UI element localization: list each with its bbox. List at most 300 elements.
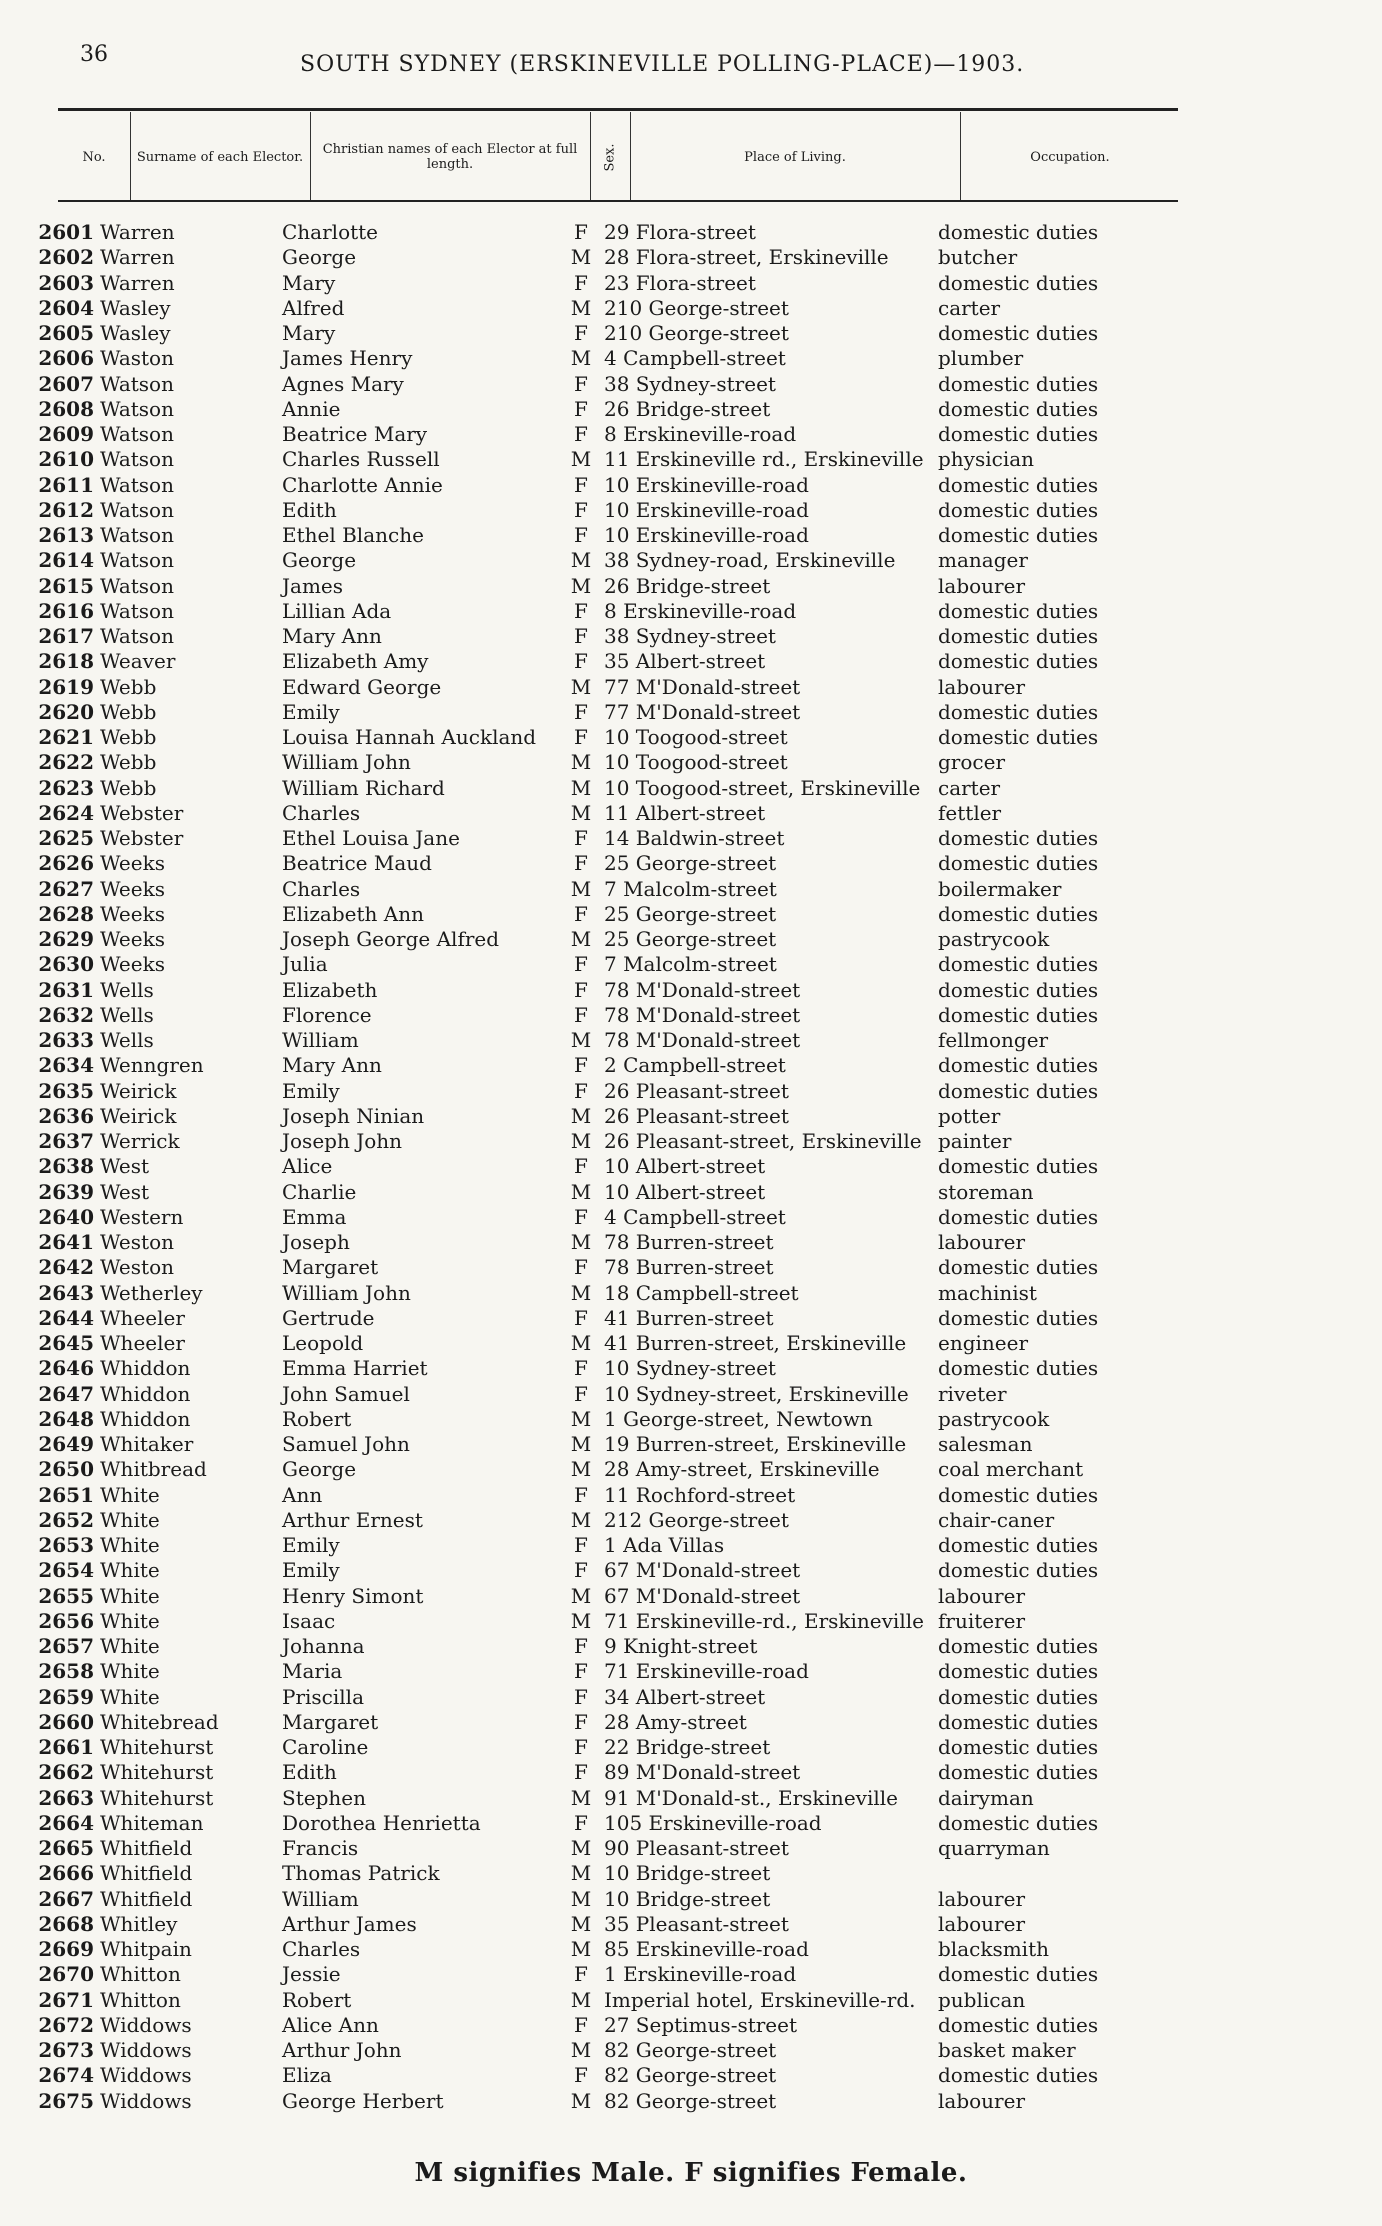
elector-christian-names: Lillian Ada xyxy=(282,598,392,623)
elector-occupation: riveter xyxy=(938,1381,1007,1406)
elector-surname: Wells xyxy=(100,977,154,1002)
table-row xyxy=(0,1735,1382,1760)
elector-number: 2664 xyxy=(38,1810,94,1835)
elector-occupation: domestic duties xyxy=(938,1078,1099,1103)
elector-number: 2604 xyxy=(38,295,94,320)
elector-occupation: domestic duties xyxy=(938,851,1099,876)
elector-occupation: chair-caner xyxy=(938,1507,1055,1532)
elector-sex: F xyxy=(574,1204,588,1229)
elector-occupation: publican xyxy=(938,1987,1026,2012)
elector-place-of-living: 26 Pleasant-street, Erskineville xyxy=(604,1129,922,1153)
table-row xyxy=(0,1558,1382,1583)
elector-christian-names: Elizabeth xyxy=(282,977,378,1002)
elector-occupation: quarryman xyxy=(938,1836,1050,1860)
elector-christian-names: Robert xyxy=(282,1406,352,1431)
elector-christian-names: Arthur James xyxy=(282,1911,417,1936)
elector-number: 2606 xyxy=(38,346,94,371)
elector-occupation: domestic duties xyxy=(938,523,1099,547)
elector-place-of-living: 78 Burren-street xyxy=(604,1255,774,1280)
elector-occupation: fellmonger xyxy=(938,1028,1049,1052)
page-number: 36 xyxy=(80,42,108,67)
page-title: SOUTH SYDNEY (ERSKINEVILLE POLLING-PLACE)—1903. xyxy=(300,52,1025,77)
column-header-christian: Christian names of each Elector at full length. xyxy=(322,142,578,172)
elector-number: 2662 xyxy=(38,1760,94,1785)
elector-surname: Watson xyxy=(100,548,174,573)
elector-place-of-living: 7 Malcolm-street xyxy=(604,876,777,901)
elector-place-of-living: 78 M'Donald-street xyxy=(604,977,801,1002)
elector-number: 2666 xyxy=(38,1861,94,1886)
elector-sex: F xyxy=(574,952,588,977)
table-row xyxy=(0,675,1382,700)
elector-number: 2655 xyxy=(38,1583,94,1608)
elector-christian-names: James xyxy=(282,573,344,598)
elector-christian-names: Francis xyxy=(282,1836,359,1860)
elector-place-of-living: 38 Sydney-street xyxy=(604,624,776,648)
elector-occupation: plumber xyxy=(938,346,1024,371)
elector-number: 2653 xyxy=(38,1533,94,1557)
elector-occupation: domestic duties xyxy=(938,952,1099,977)
elector-sex: M xyxy=(570,346,592,371)
elector-occupation: domestic duties xyxy=(938,1154,1099,1179)
elector-surname: Watson xyxy=(100,497,174,522)
elector-sex: F xyxy=(574,1962,588,1987)
elector-christian-names: Louisa Hannah Auckland xyxy=(282,725,537,749)
elector-occupation: domestic duties xyxy=(938,1760,1099,1785)
elector-surname: Whitton xyxy=(100,1962,181,1987)
elector-surname: Watson xyxy=(100,573,174,598)
elector-sex: F xyxy=(574,220,588,244)
elector-sex: M xyxy=(570,927,592,951)
elector-number: 2645 xyxy=(38,1331,94,1355)
elector-sex: F xyxy=(574,1810,588,1835)
elector-surname: Widdows xyxy=(100,2063,192,2088)
elector-occupation: domestic duties xyxy=(938,321,1099,345)
elector-sex: F xyxy=(574,1356,588,1381)
elector-place-of-living: 9 Knight-street xyxy=(604,1634,758,1658)
table-row xyxy=(0,2063,1382,2088)
table-row xyxy=(0,1861,1382,1886)
table-row xyxy=(0,1180,1382,1205)
elector-surname: Whiddon xyxy=(100,1406,191,1431)
header-top-rule xyxy=(58,108,1178,111)
elector-place-of-living: 77 M'Donald-street xyxy=(604,699,801,724)
elector-sex: M xyxy=(570,1129,592,1153)
table-row xyxy=(0,1457,1382,1482)
elector-number: 2622 xyxy=(38,750,94,775)
elector-occupation: domestic duties xyxy=(938,1709,1099,1734)
table-row xyxy=(0,776,1382,801)
elector-surname: White xyxy=(100,1583,160,1608)
elector-surname: Weirick xyxy=(100,1103,177,1128)
elector-surname: Watson xyxy=(100,624,174,648)
elector-occupation: domestic duties xyxy=(938,901,1099,926)
elector-sex: M xyxy=(570,548,592,573)
elector-occupation: domestic duties xyxy=(938,1204,1099,1229)
elector-place-of-living: 82 George-street xyxy=(604,2088,777,2113)
elector-sex: F xyxy=(574,699,588,724)
elector-surname: White xyxy=(100,1533,160,1557)
elector-surname: Whiddon xyxy=(100,1381,191,1406)
elector-surname: Whitpain xyxy=(100,1937,192,1961)
elector-number: 2639 xyxy=(38,1179,94,1204)
elector-christian-names: Robert xyxy=(282,1987,352,2012)
elector-place-of-living: 25 George-street xyxy=(604,901,777,926)
elector-number: 2657 xyxy=(38,1634,94,1658)
elector-christian-names: Beatrice Maud xyxy=(282,851,432,876)
elector-christian-names: Charlie xyxy=(282,1179,357,1204)
elector-number: 2633 xyxy=(38,1028,94,1052)
elector-place-of-living: 71 Erskineville-road xyxy=(604,1659,809,1684)
table-row xyxy=(0,1483,1382,1508)
elector-place-of-living: 67 M'Donald-street xyxy=(604,1558,801,1583)
table-row xyxy=(0,1584,1382,1609)
elector-christian-names: Charles xyxy=(282,876,361,901)
elector-christian-names: Maria xyxy=(282,1659,343,1684)
elector-surname: Weirick xyxy=(100,1078,177,1103)
elector-christian-names: Florence xyxy=(282,1002,372,1027)
table-row xyxy=(0,1634,1382,1659)
elector-occupation: potter xyxy=(938,1103,1001,1128)
elector-occupation: pastrycook xyxy=(938,927,1050,951)
elector-place-of-living: 14 Baldwin-street xyxy=(604,826,785,850)
elector-number: 2618 xyxy=(38,649,94,674)
elector-sex: M xyxy=(570,1457,592,1482)
elector-sex: M xyxy=(570,1103,592,1128)
elector-number: 2617 xyxy=(38,624,94,648)
elector-sex: M xyxy=(570,295,592,320)
elector-surname: Werrick xyxy=(100,1129,180,1153)
elector-sex: F xyxy=(574,472,588,497)
elector-surname: Webb xyxy=(100,775,157,800)
elector-number: 2650 xyxy=(38,1457,94,1482)
elector-place-of-living: 41 Burren-street xyxy=(604,1305,774,1330)
elector-occupation: domestic duties xyxy=(938,371,1099,396)
table-row xyxy=(0,1659,1382,1684)
elector-sex: F xyxy=(574,497,588,522)
elector-number: 2674 xyxy=(38,2063,94,2088)
elector-number: 2601 xyxy=(38,220,94,244)
elector-christian-names: Agnes Mary xyxy=(282,371,404,396)
elector-number: 2665 xyxy=(38,1836,94,1860)
elector-occupation: labourer xyxy=(938,1911,1026,1936)
elector-number: 2619 xyxy=(38,674,94,699)
elector-christian-names: Mary xyxy=(282,321,336,345)
table-row xyxy=(0,700,1382,725)
elector-number: 2658 xyxy=(38,1659,94,1684)
table-row xyxy=(0,2089,1382,2114)
elector-christian-names: Isaac xyxy=(282,1608,336,1633)
table-row xyxy=(0,321,1382,346)
elector-place-of-living: 25 George-street xyxy=(604,927,777,951)
elector-sex: M xyxy=(570,245,592,270)
elector-surname: Webb xyxy=(100,750,157,775)
elector-place-of-living: 19 Burren-street, Erskineville xyxy=(604,1432,907,1456)
elector-place-of-living: 89 M'Donald-street xyxy=(604,1760,801,1785)
elector-surname: Webb xyxy=(100,674,157,699)
elector-place-of-living: 38 Sydney-street xyxy=(604,371,776,396)
elector-sex: M xyxy=(570,1406,592,1431)
elector-surname: Webster xyxy=(100,826,184,850)
elector-place-of-living: 71 Erskineville-rd., Erskineville xyxy=(604,1608,924,1633)
elector-surname: Widdows xyxy=(100,2012,192,2037)
elector-occupation: domestic duties xyxy=(938,1053,1099,1078)
elector-surname: Whitfield xyxy=(100,1886,193,1911)
elector-christian-names: Emily xyxy=(282,1078,340,1103)
elector-place-of-living: 91 M'Donald-st., Erskineville xyxy=(604,1785,898,1810)
elector-number: 2611 xyxy=(38,472,94,497)
elector-christian-names: James Henry xyxy=(282,346,413,371)
column-header-place: Place of Living. xyxy=(744,149,846,165)
elector-place-of-living: 67 M'Donald-street xyxy=(604,1583,801,1608)
table-row xyxy=(0,1281,1382,1306)
elector-surname: Weston xyxy=(100,1230,174,1254)
table-row xyxy=(0,1685,1382,1710)
elector-christian-names: Charles xyxy=(282,800,361,825)
elector-place-of-living: 41 Burren-street, Erskineville xyxy=(604,1331,907,1355)
table-row xyxy=(0,1760,1382,1785)
elector-sex: M xyxy=(570,750,592,775)
elector-occupation: labourer xyxy=(938,1230,1026,1254)
elector-occupation: domestic duties xyxy=(938,649,1099,674)
elector-place-of-living: 1 George-street, Newtown xyxy=(604,1406,873,1431)
elector-place-of-living: 10 Sydney-street xyxy=(604,1356,776,1381)
elector-surname: Webster xyxy=(100,800,184,825)
elector-place-of-living: 77 M'Donald-street xyxy=(604,674,801,699)
elector-number: 2625 xyxy=(38,826,94,850)
elector-christian-names: Charlotte xyxy=(282,220,379,244)
elector-place-of-living: 35 Pleasant-street xyxy=(604,1911,789,1936)
table-row xyxy=(0,422,1382,447)
table-row xyxy=(0,271,1382,296)
elector-sex: M xyxy=(570,1230,592,1254)
table-row xyxy=(0,902,1382,927)
elector-number: 2603 xyxy=(38,270,94,295)
elector-christian-names: Edith xyxy=(282,497,337,522)
elector-christian-names: Charles Russell xyxy=(282,447,440,472)
elector-christian-names: Emma Harriet xyxy=(282,1356,428,1381)
elector-surname: Webb xyxy=(100,725,157,749)
elector-sex: F xyxy=(574,1154,588,1179)
table-row xyxy=(0,624,1382,649)
elector-place-of-living: 28 Amy-street, Erskineville xyxy=(604,1457,880,1482)
elector-place-of-living: 10 Sydney-street, Erskineville xyxy=(604,1381,909,1406)
elector-christian-names: Edith xyxy=(282,1760,337,1785)
elector-christian-names: Johanna xyxy=(282,1634,365,1658)
elector-number: 2626 xyxy=(38,851,94,876)
elector-place-of-living: 10 Erskineville-road xyxy=(604,497,809,522)
elector-number: 2635 xyxy=(38,1078,94,1103)
column-header-sex: Sex. xyxy=(602,142,618,172)
elector-number: 2659 xyxy=(38,1684,94,1709)
table-row xyxy=(0,1710,1382,1735)
elector-surname: Wasley xyxy=(100,321,171,345)
elector-number: 2637 xyxy=(38,1129,94,1153)
elector-sex: M xyxy=(570,800,592,825)
table-row xyxy=(0,473,1382,498)
elector-surname: Whitfield xyxy=(100,1861,193,1886)
elector-surname: Watson xyxy=(100,447,174,472)
elector-surname: Whitley xyxy=(100,1911,178,1936)
elector-number: 2675 xyxy=(38,2088,94,2113)
elector-christian-names: Joseph George Alfred xyxy=(282,927,500,951)
elector-number: 2610 xyxy=(38,447,94,472)
table-row xyxy=(0,1331,1382,1356)
table-row xyxy=(0,498,1382,523)
elector-number: 2607 xyxy=(38,371,94,396)
elector-christian-names: Jessie xyxy=(282,1962,341,1987)
elector-occupation: domestic duties xyxy=(938,1659,1099,1684)
elector-place-of-living: 28 Amy-street xyxy=(604,1709,747,1734)
elector-occupation: labourer xyxy=(938,1886,1026,1911)
elector-place-of-living: 10 Bridge-street xyxy=(604,1886,771,1911)
table-row xyxy=(0,1508,1382,1533)
elector-surname: Warren xyxy=(100,245,175,270)
elector-number: 2670 xyxy=(38,1962,94,1987)
elector-sex: F xyxy=(574,1709,588,1734)
table-row xyxy=(0,1937,1382,1962)
elector-sex: F xyxy=(574,598,588,623)
elector-number: 2663 xyxy=(38,1785,94,1810)
elector-surname: Whitbread xyxy=(100,1457,207,1482)
elector-sex: F xyxy=(574,1078,588,1103)
elector-place-of-living: 82 George-street xyxy=(604,2063,777,2088)
elector-occupation: machinist xyxy=(938,1280,1037,1305)
elector-place-of-living: 26 Pleasant-street xyxy=(604,1078,789,1103)
elector-place-of-living: 11 Albert-street xyxy=(604,800,766,825)
elector-sex: M xyxy=(570,1507,592,1532)
elector-sex: M xyxy=(570,1886,592,1911)
elector-sex: F xyxy=(574,1053,588,1078)
elector-occupation: domestic duties xyxy=(938,598,1099,623)
elector-christian-names: Margaret xyxy=(282,1709,379,1734)
elector-occupation: domestic duties xyxy=(938,1356,1099,1381)
elector-number: 2605 xyxy=(38,321,94,345)
table-row xyxy=(0,1306,1382,1331)
elector-occupation: salesman xyxy=(938,1432,1033,1456)
elector-occupation: domestic duties xyxy=(938,497,1099,522)
table-row xyxy=(0,1407,1382,1432)
table-row xyxy=(0,927,1382,952)
elector-surname: Whitehurst xyxy=(100,1785,214,1810)
elector-surname: Watson xyxy=(100,371,174,396)
table-row xyxy=(0,1230,1382,1255)
elector-christian-names: Mary Ann xyxy=(282,624,382,648)
elector-place-of-living: 23 Flora-street xyxy=(604,270,756,295)
elector-number: 2614 xyxy=(38,548,94,573)
elector-number: 2609 xyxy=(38,422,94,446)
elector-surname: Widdows xyxy=(100,2038,192,2062)
elector-christian-names: Alfred xyxy=(282,295,345,320)
elector-sex: M xyxy=(570,1861,592,1886)
elector-occupation: domestic duties xyxy=(938,624,1099,648)
elector-occupation: domestic duties xyxy=(938,1255,1099,1280)
elector-christian-names: Eliza xyxy=(282,2063,332,2088)
elector-surname: Wenngren xyxy=(100,1053,204,1078)
column-header-occupation: Occupation. xyxy=(1030,149,1110,165)
table-row xyxy=(0,801,1382,826)
elector-number: 2649 xyxy=(38,1432,94,1456)
elector-surname: Wells xyxy=(100,1002,154,1027)
elector-sex: M xyxy=(570,1331,592,1355)
elector-number: 2627 xyxy=(38,876,94,901)
elector-surname: Weeks xyxy=(100,851,165,876)
elector-place-of-living: 25 George-street xyxy=(604,851,777,876)
elector-place-of-living: 10 Bridge-street xyxy=(604,1861,771,1886)
elector-sex: M xyxy=(570,2088,592,2113)
elector-number: 2631 xyxy=(38,977,94,1002)
elector-surname: Webb xyxy=(100,699,157,724)
elector-number: 2628 xyxy=(38,901,94,926)
table-row xyxy=(0,851,1382,876)
table-row xyxy=(0,1912,1382,1937)
elector-sex: F xyxy=(574,1760,588,1785)
elector-surname: West xyxy=(100,1179,150,1204)
table-row xyxy=(0,1356,1382,1381)
elector-occupation: domestic duties xyxy=(938,1962,1099,1987)
elector-number: 2623 xyxy=(38,775,94,800)
elector-sex: M xyxy=(570,775,592,800)
elector-sex: F xyxy=(574,1482,588,1507)
elector-surname: Weeks xyxy=(100,876,165,901)
elector-place-of-living: 1 Ada Villas xyxy=(604,1533,725,1557)
elector-number: 2608 xyxy=(38,396,94,421)
elector-place-of-living: 7 Malcolm-street xyxy=(604,952,777,977)
table-row xyxy=(0,1988,1382,2013)
elector-place-of-living: 34 Albert-street xyxy=(604,1684,766,1709)
elector-sex: M xyxy=(570,1608,592,1633)
elector-christian-names: William xyxy=(282,1886,359,1911)
elector-sex: F xyxy=(574,649,588,674)
table-row xyxy=(0,1053,1382,1078)
elector-occupation: physician xyxy=(938,447,1035,472)
elector-sex: F xyxy=(574,1735,588,1759)
table-row xyxy=(0,2013,1382,2038)
elector-sex: F xyxy=(574,2012,588,2037)
elector-surname: Whitehurst xyxy=(100,1760,214,1785)
table-row xyxy=(0,1887,1382,1912)
elector-place-of-living: 27 Septimus-street xyxy=(604,2012,798,2037)
elector-sex: M xyxy=(570,1432,592,1456)
table-row xyxy=(0,826,1382,851)
elector-christian-names: Ann xyxy=(282,1482,323,1507)
elector-surname: Warren xyxy=(100,270,175,295)
elector-number: 2668 xyxy=(38,1911,94,1936)
elector-place-of-living: 22 Bridge-street xyxy=(604,1735,771,1759)
elector-christian-names: Joseph xyxy=(282,1230,350,1254)
elector-surname: Warren xyxy=(100,220,175,244)
elector-sex: F xyxy=(574,1533,588,1557)
column-header-surname: Surname of each Elector. xyxy=(136,149,304,165)
elector-sex: F xyxy=(574,396,588,421)
elector-surname: Whitebread xyxy=(100,1709,219,1734)
elector-place-of-living: 18 Campbell-street xyxy=(604,1280,799,1305)
table-row xyxy=(0,1255,1382,1280)
elector-occupation: labourer xyxy=(938,674,1026,699)
table-row xyxy=(0,599,1382,624)
elector-occupation: domestic duties xyxy=(938,1482,1099,1507)
elector-christian-names: Elizabeth Ann xyxy=(282,901,424,926)
elector-christian-names: Alice Ann xyxy=(282,2012,379,2037)
elector-occupation: domestic duties xyxy=(938,220,1099,244)
elector-christian-names: Leopold xyxy=(282,1331,364,1355)
elector-occupation: carter xyxy=(938,295,1001,320)
elector-place-of-living: 28 Flora-street, Erskineville xyxy=(604,245,889,270)
elector-surname: Whitehurst xyxy=(100,1735,214,1759)
elector-sex: F xyxy=(574,371,588,396)
elector-occupation: dairyman xyxy=(938,1785,1034,1810)
elector-christian-names: Emily xyxy=(282,1533,340,1557)
elector-sex: M xyxy=(570,1785,592,1810)
